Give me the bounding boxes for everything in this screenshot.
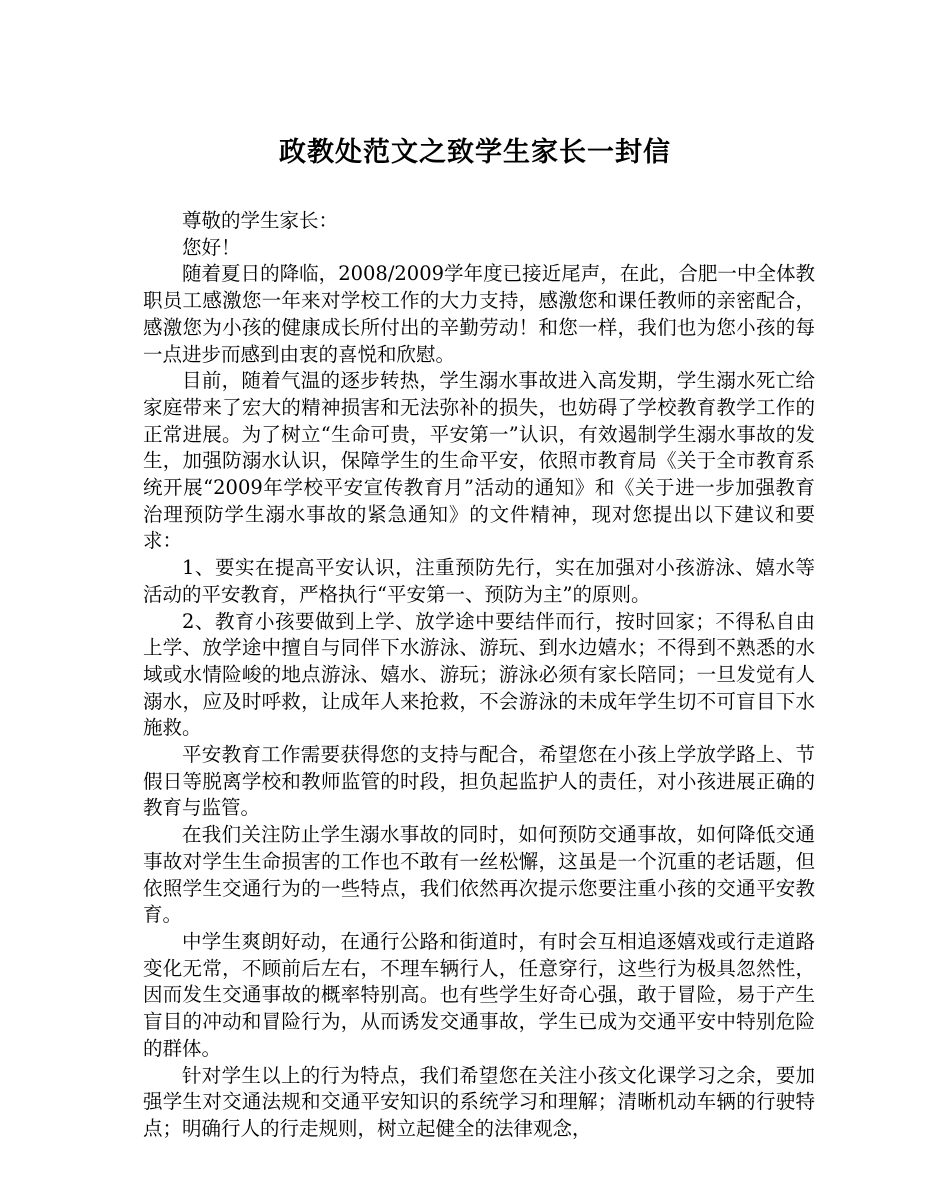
- paragraph: 目前，随着气温的逐步转热，学生溺水事故进入高发期，学生溺水死亡给家庭带来了宏大的精神损害和无法弥补的损失，也妨碍了学校教育教学工作的正常进展。为了树立“生命可贵，平安第一”认识，有效遏制学生溺水事故的发生，加强防溺水认识，保障学生的生命平安，依照市教育局《关于全市教育系统开展“2009年学校平安宣传教育月”活动的通知》和《关于进一步加强教育治理预防学生溺水事故的紧急通知》的文件精神，现对您提出以下建议和要求：: [143, 369, 815, 553]
- paragraph: 针对学生以上的行为特点，我们希望您在关注小孩文化课学习之余，要加强学生对交通法规和交通平安知识的系统学习和理解；清晰机动车辆的行驶特点；明确行人的行走规则，树立起健全的法律观念，: [143, 1063, 815, 1140]
- letter-body: [143, 208, 815, 1143]
- paragraph: 2、教育小孩要做到上学、放学途中要结伴而行，按时回家；不得私自由上学、放学途中擅自与同伴下水游泳、游玩、到水边嬉水；不得到不熟悉的水域或水情险峻的地点游泳、嬉水、游玩；游泳必须有家长陪同；一旦发觉有人溺水，应及时呼救，让成年人来抢救，不会游泳的未成年学生切不可盲目下水施救。: [143, 609, 815, 740]
- greeting: 尊敬的学生家长：: [182, 209, 339, 232]
- paragraph: 平安教育工作需要获得您的支持与配合，希望您在小孩上学放学路上、节假日等脱离学校和教师监管的时段，担负起监护人的责任，对小孩进展正确的教育与监管。: [143, 743, 815, 820]
- paragraph: 随着夏日的降临，2008/2009学年度已接近尾声，在此，合肥一中全体教职员工感激您一年来对学校工作的大力支持，感激您和课任教师的亲密配合，感激您为小孩的健康成长所付出的辛勤劳动！和您一样，我们也为您小孩的每一点进步而感到由衷的喜悦和欣慰。: [143, 262, 815, 366]
- paragraph: 中学生爽朗好动，在通行公路和街道时，有时会互相追逐嬉戏或行走道路变化无常，不顾前后左右，不理车辆行人，任意穿行，这些行为极具忽然性，因而发生交通事故的概率特别高。也有些学生好奇心强，敢于冒险，易于产生盲目的冲动和冒险行为，从而诱发交通事故，学生已成为交通平安中特别危险的群体。: [143, 929, 815, 1060]
- salutation: 您好！: [182, 235, 241, 259]
- paragraph: 1、要实在提高平安认识，注重预防先行，实在加强对小孩游泳、嬉水等活动的平安教育，严格执行“平安第一、预防为主”的原则。: [143, 556, 815, 606]
- document-title: 政教处范文之致学生家长一封信: [279, 137, 671, 168]
- paragraph: 在我们关注防止学生溺水事故的同时，如何预防交通事故，如何降低交通事故对学生生命损害的工作也不敢有一丝松懈，这虽是一个沉重的老话题，但依照学生交通行为的一些特点，我们依然再次提示您要注重小孩的交通平安教育。: [143, 823, 815, 927]
